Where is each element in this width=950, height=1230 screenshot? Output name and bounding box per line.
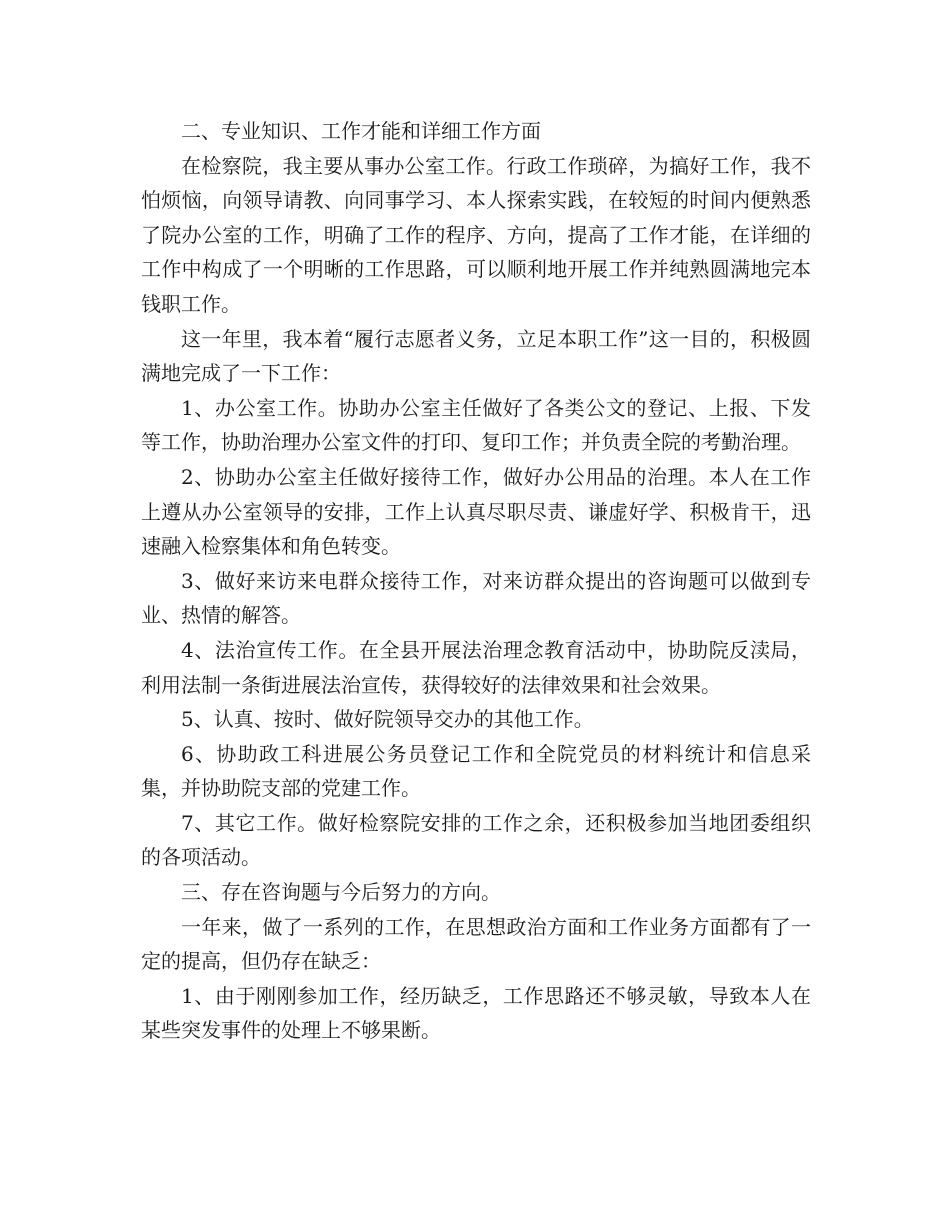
section-heading-2: 二、专业知识、工作才能和详细工作方面	[181, 119, 541, 143]
list-item-1: 1、办公室工作。协助办公室主任做好了各类公文的登记、上报、下发等工作，协助治理办公室文件的打印、复印工作；并负责全院的考勤治理。	[141, 395, 811, 455]
paragraph-office-work: 在检察院，我主要从事办公室工作。行政工作琐碎，为搞好工作，我不怕烦恼，向领导请教、向同事学习、本人探索实践，在较短的时间内便熟悉了院办公室的工作，明确了工作的程序、方向，提高了工作才能，在详细的工作中构成了一个明晰的工作思路，可以顺利地开展工作并纯熟圆满地完本钱职工作。	[141, 153, 811, 316]
list-item-5: 5、认真、按时、做好院领导交办的其他工作。	[181, 707, 594, 732]
list-item-7: 7、其它工作。做好检察院安排的工作之余，还积极参加当地团委组织的各项活动。	[141, 810, 811, 870]
paragraph-shortcomings: 一年来，做了一系列的工作，在思想政治方面和工作业务方面都有了一定的提高，但仍存在缺乏：	[141, 914, 811, 974]
section-heading-3: 三、存在咨询题与今后努力的方向。	[181, 880, 501, 905]
list-item-3: 3、做好来访来电群众接待工作，对来访群众提出的咨询题可以做到专业、热情的解答。	[141, 568, 811, 628]
document-body	[141, 114, 811, 1048]
list-item-6: 6、协助政工科进展公务员登记工作和全院党员的材料统计和信息采集，并协助院支部的党建工作。	[141, 741, 811, 801]
paragraph-year-summary: 这一年里，我本着“履行志愿者义务，立足本职工作”这一目的，积极圆满地完成了一下工作：	[141, 326, 811, 386]
list-item-2: 2、协助办公室主任做好接待工作，做好办公用品的治理。本人在工作上遵从办公室领导的安排，工作上认真尽职尽责、谦虚好学、积极肯干，迅速融入检察集体和角色转变。	[141, 464, 811, 559]
list-item-4: 4、法治宣传工作。在全县开展法治理念教育活动中，协助院反渎局，利用法制一条街进展法治宣传，获得较好的法律效果和社会效果。	[141, 637, 811, 697]
shortcoming-item-1: 1、由于刚刚参加工作，经历缺乏，工作思路还不够灵敏，导致本人在某些突发事件的处理上不够果断。	[141, 983, 811, 1043]
